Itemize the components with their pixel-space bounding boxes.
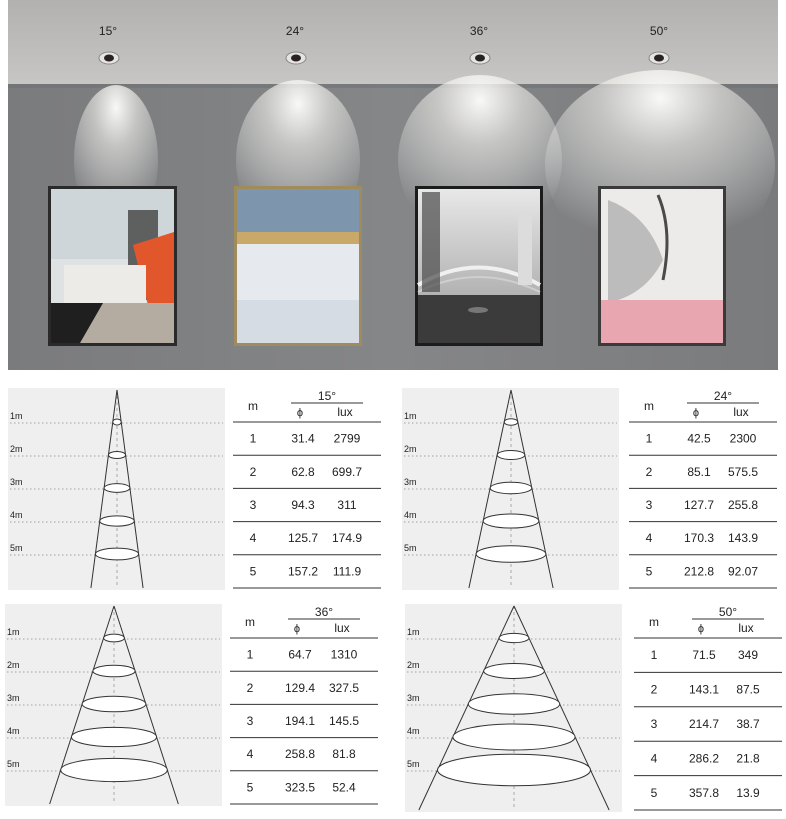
cell-lux: 174.9 bbox=[331, 531, 363, 546]
cell-lux: 13.9 bbox=[736, 785, 760, 800]
cell-lux: 21.8 bbox=[736, 751, 760, 766]
cell-lux: 145.5 bbox=[328, 714, 360, 728]
meter-label: 4m bbox=[7, 726, 20, 736]
cell-lux: 2300 bbox=[729, 431, 757, 446]
cell-lux: 111.9 bbox=[332, 564, 362, 579]
cell-lux: 92.07 bbox=[727, 564, 759, 579]
data-table-24 bbox=[629, 388, 777, 590]
table-row bbox=[250, 564, 362, 578]
table-header-angle: 50° bbox=[718, 605, 738, 619]
cell-lux: 349 bbox=[737, 648, 759, 663]
cone-svg-24 bbox=[402, 388, 619, 590]
cell-lux: 1310 bbox=[330, 647, 358, 662]
table-row bbox=[651, 648, 759, 662]
table-header-lux: lux bbox=[738, 621, 754, 635]
cell-lux: 327.5 bbox=[328, 680, 360, 695]
table-row bbox=[247, 681, 360, 695]
cell-lux: 143.9 bbox=[727, 531, 759, 546]
meter-label: 2m bbox=[404, 444, 417, 454]
light-spot-ellipse bbox=[484, 664, 545, 679]
cell-phi: 125.7 bbox=[287, 531, 319, 546]
light-spot-ellipse bbox=[497, 451, 525, 460]
cell-m: 1 bbox=[246, 647, 254, 662]
cell-m: 2 bbox=[249, 464, 257, 479]
meter-label: 4m bbox=[407, 726, 420, 736]
cell-phi: 323.5 bbox=[284, 780, 316, 795]
cell-m: 2 bbox=[645, 464, 653, 479]
cell-phi: 286.2 bbox=[688, 751, 720, 766]
meter-label: 5m bbox=[7, 759, 20, 769]
cell-m: 3 bbox=[249, 498, 257, 512]
cell-phi: 31.4 bbox=[291, 431, 315, 446]
data-table-15 bbox=[233, 388, 381, 590]
cell-phi: 212.8 bbox=[683, 564, 715, 579]
spotlight-icon-1 bbox=[99, 52, 119, 64]
cell-lux: 255.8 bbox=[727, 498, 759, 512]
meter-label: 1m bbox=[10, 411, 23, 421]
table-header-m: m bbox=[245, 615, 255, 629]
cell-lux: 87.5 bbox=[736, 682, 760, 697]
data-table-36 bbox=[230, 604, 378, 806]
light-spot-ellipse bbox=[100, 516, 134, 526]
table-row bbox=[250, 432, 361, 446]
light-spot-ellipse bbox=[476, 546, 546, 563]
cell-m: 5 bbox=[650, 785, 658, 800]
cone-svg-50 bbox=[405, 604, 622, 812]
meter-label: 1m bbox=[407, 627, 420, 637]
cell-m: 5 bbox=[246, 780, 254, 795]
cell-lux: 575.5 bbox=[727, 464, 759, 479]
table-row bbox=[646, 465, 759, 479]
cell-phi: 85.1 bbox=[687, 464, 711, 479]
cell-lux: 311 bbox=[337, 498, 357, 512]
light-spot-ellipse bbox=[71, 727, 156, 746]
cell-lux: 2799 bbox=[333, 431, 361, 446]
table-row bbox=[651, 717, 760, 731]
light-spot-ellipse bbox=[61, 758, 168, 781]
data-table-50 bbox=[634, 604, 782, 812]
light-spot-ellipse bbox=[113, 419, 121, 425]
cell-m: 4 bbox=[650, 751, 658, 766]
table-header-phi: ϕ bbox=[293, 623, 301, 635]
gallery-scene bbox=[8, 0, 778, 370]
painting-2 bbox=[234, 186, 362, 346]
table-row bbox=[250, 498, 357, 512]
spotlight-icon-2 bbox=[286, 52, 306, 64]
meter-label: 5m bbox=[404, 543, 417, 553]
light-spot-ellipse bbox=[453, 724, 575, 750]
cell-phi: 157.2 bbox=[287, 564, 319, 579]
painting-1 bbox=[48, 186, 177, 346]
cell-phi: 194.1 bbox=[284, 714, 316, 728]
cell-m: 3 bbox=[645, 498, 653, 512]
table-row bbox=[646, 531, 759, 545]
meter-label: 1m bbox=[404, 411, 417, 421]
table-header-phi: ϕ bbox=[296, 407, 304, 419]
table-header-lux: lux bbox=[334, 621, 350, 635]
meter-label: 2m bbox=[407, 660, 420, 670]
painting-3 bbox=[415, 186, 543, 346]
cell-m: 4 bbox=[645, 531, 653, 546]
angle-label-3: 36° bbox=[469, 24, 489, 38]
light-spot-ellipse bbox=[104, 634, 125, 642]
meter-label: 2m bbox=[7, 660, 20, 670]
cell-phi: 62.8 bbox=[291, 464, 315, 479]
table-header-phi: ϕ bbox=[697, 623, 705, 635]
cell-phi: 143.1 bbox=[688, 682, 720, 697]
angle-label-2: 24° bbox=[285, 24, 305, 38]
table-row bbox=[247, 648, 358, 662]
cell-m: 1 bbox=[249, 431, 257, 446]
cell-m: 1 bbox=[645, 431, 653, 446]
cell-phi: 71.5 bbox=[692, 648, 716, 663]
cell-m: 3 bbox=[650, 717, 658, 731]
cell-m: 4 bbox=[246, 747, 254, 762]
cell-m: 1 bbox=[650, 648, 658, 663]
table-header-angle: 15° bbox=[317, 389, 337, 403]
table-row bbox=[651, 751, 760, 765]
cone-svg-36 bbox=[5, 604, 222, 806]
table-row bbox=[646, 564, 759, 578]
cell-m: 2 bbox=[246, 680, 254, 695]
cell-m: 5 bbox=[645, 564, 653, 579]
light-spot-ellipse bbox=[483, 514, 539, 528]
table-header-angle: 36° bbox=[314, 605, 334, 619]
cell-phi: 170.3 bbox=[683, 531, 715, 546]
table-row bbox=[250, 465, 363, 479]
cone-svg-15 bbox=[8, 388, 225, 590]
table-row bbox=[651, 786, 760, 800]
light-spot-ellipse bbox=[104, 484, 130, 493]
table-row bbox=[247, 714, 360, 728]
light-spot-ellipse bbox=[82, 696, 146, 711]
meter-label: 3m bbox=[7, 693, 20, 703]
meter-label: 1m bbox=[7, 627, 20, 637]
table-header-phi: ϕ bbox=[692, 407, 700, 419]
painting-4 bbox=[598, 186, 726, 346]
table-header-m: m bbox=[644, 399, 654, 413]
table-header-lux: lux bbox=[733, 405, 749, 419]
table-header-lux: lux bbox=[337, 405, 353, 419]
table-header-m: m bbox=[248, 399, 258, 413]
light-spot-ellipse bbox=[504, 419, 518, 425]
cell-m: 4 bbox=[249, 531, 257, 546]
cell-phi: 94.3 bbox=[291, 498, 315, 512]
table-row bbox=[250, 531, 363, 545]
cell-phi: 64.7 bbox=[288, 647, 312, 662]
light-spot-ellipse bbox=[93, 665, 135, 677]
light-spot-ellipse bbox=[468, 694, 559, 714]
cell-phi: 127.7 bbox=[683, 498, 715, 512]
angle-label-4: 50° bbox=[649, 24, 669, 38]
cell-phi: 42.5 bbox=[687, 431, 711, 446]
table-row bbox=[651, 683, 760, 697]
cell-m: 3 bbox=[246, 714, 254, 728]
light-spot-ellipse bbox=[108, 451, 125, 458]
light-spot-ellipse bbox=[95, 548, 138, 560]
angle-label-1: 15° bbox=[98, 24, 118, 38]
cell-m: 2 bbox=[650, 682, 658, 697]
table-row bbox=[646, 432, 757, 446]
meter-label: 3m bbox=[10, 477, 23, 487]
meter-label: 3m bbox=[404, 477, 417, 487]
cell-lux: 52.4 bbox=[332, 780, 356, 795]
cell-phi: 258.8 bbox=[284, 747, 316, 762]
cell-phi: 214.7 bbox=[688, 717, 720, 731]
cell-phi: 357.8 bbox=[688, 785, 720, 800]
meter-label: 3m bbox=[407, 693, 420, 703]
table-header-m: m bbox=[649, 615, 659, 629]
cell-m: 5 bbox=[249, 564, 257, 579]
meter-label: 4m bbox=[404, 510, 417, 520]
light-spot-ellipse bbox=[438, 754, 591, 786]
meter-label: 2m bbox=[10, 444, 23, 454]
light-spot-ellipse bbox=[490, 482, 532, 493]
meter-label: 5m bbox=[10, 543, 23, 553]
meter-label: 5m bbox=[407, 759, 420, 769]
light-spot-ellipse bbox=[499, 633, 529, 642]
cell-lux: 38.7 bbox=[736, 717, 760, 731]
table-row bbox=[247, 780, 356, 794]
table-row bbox=[247, 747, 356, 761]
meter-label: 4m bbox=[10, 510, 23, 520]
cell-lux: 81.8 bbox=[332, 747, 356, 762]
cell-phi: 129.4 bbox=[284, 680, 316, 695]
table-header-angle: 24° bbox=[713, 389, 733, 403]
spotlight-icon-3 bbox=[470, 52, 490, 64]
cell-lux: 699.7 bbox=[331, 464, 363, 479]
spotlight-icon-4 bbox=[649, 52, 669, 64]
table-row bbox=[646, 498, 759, 512]
